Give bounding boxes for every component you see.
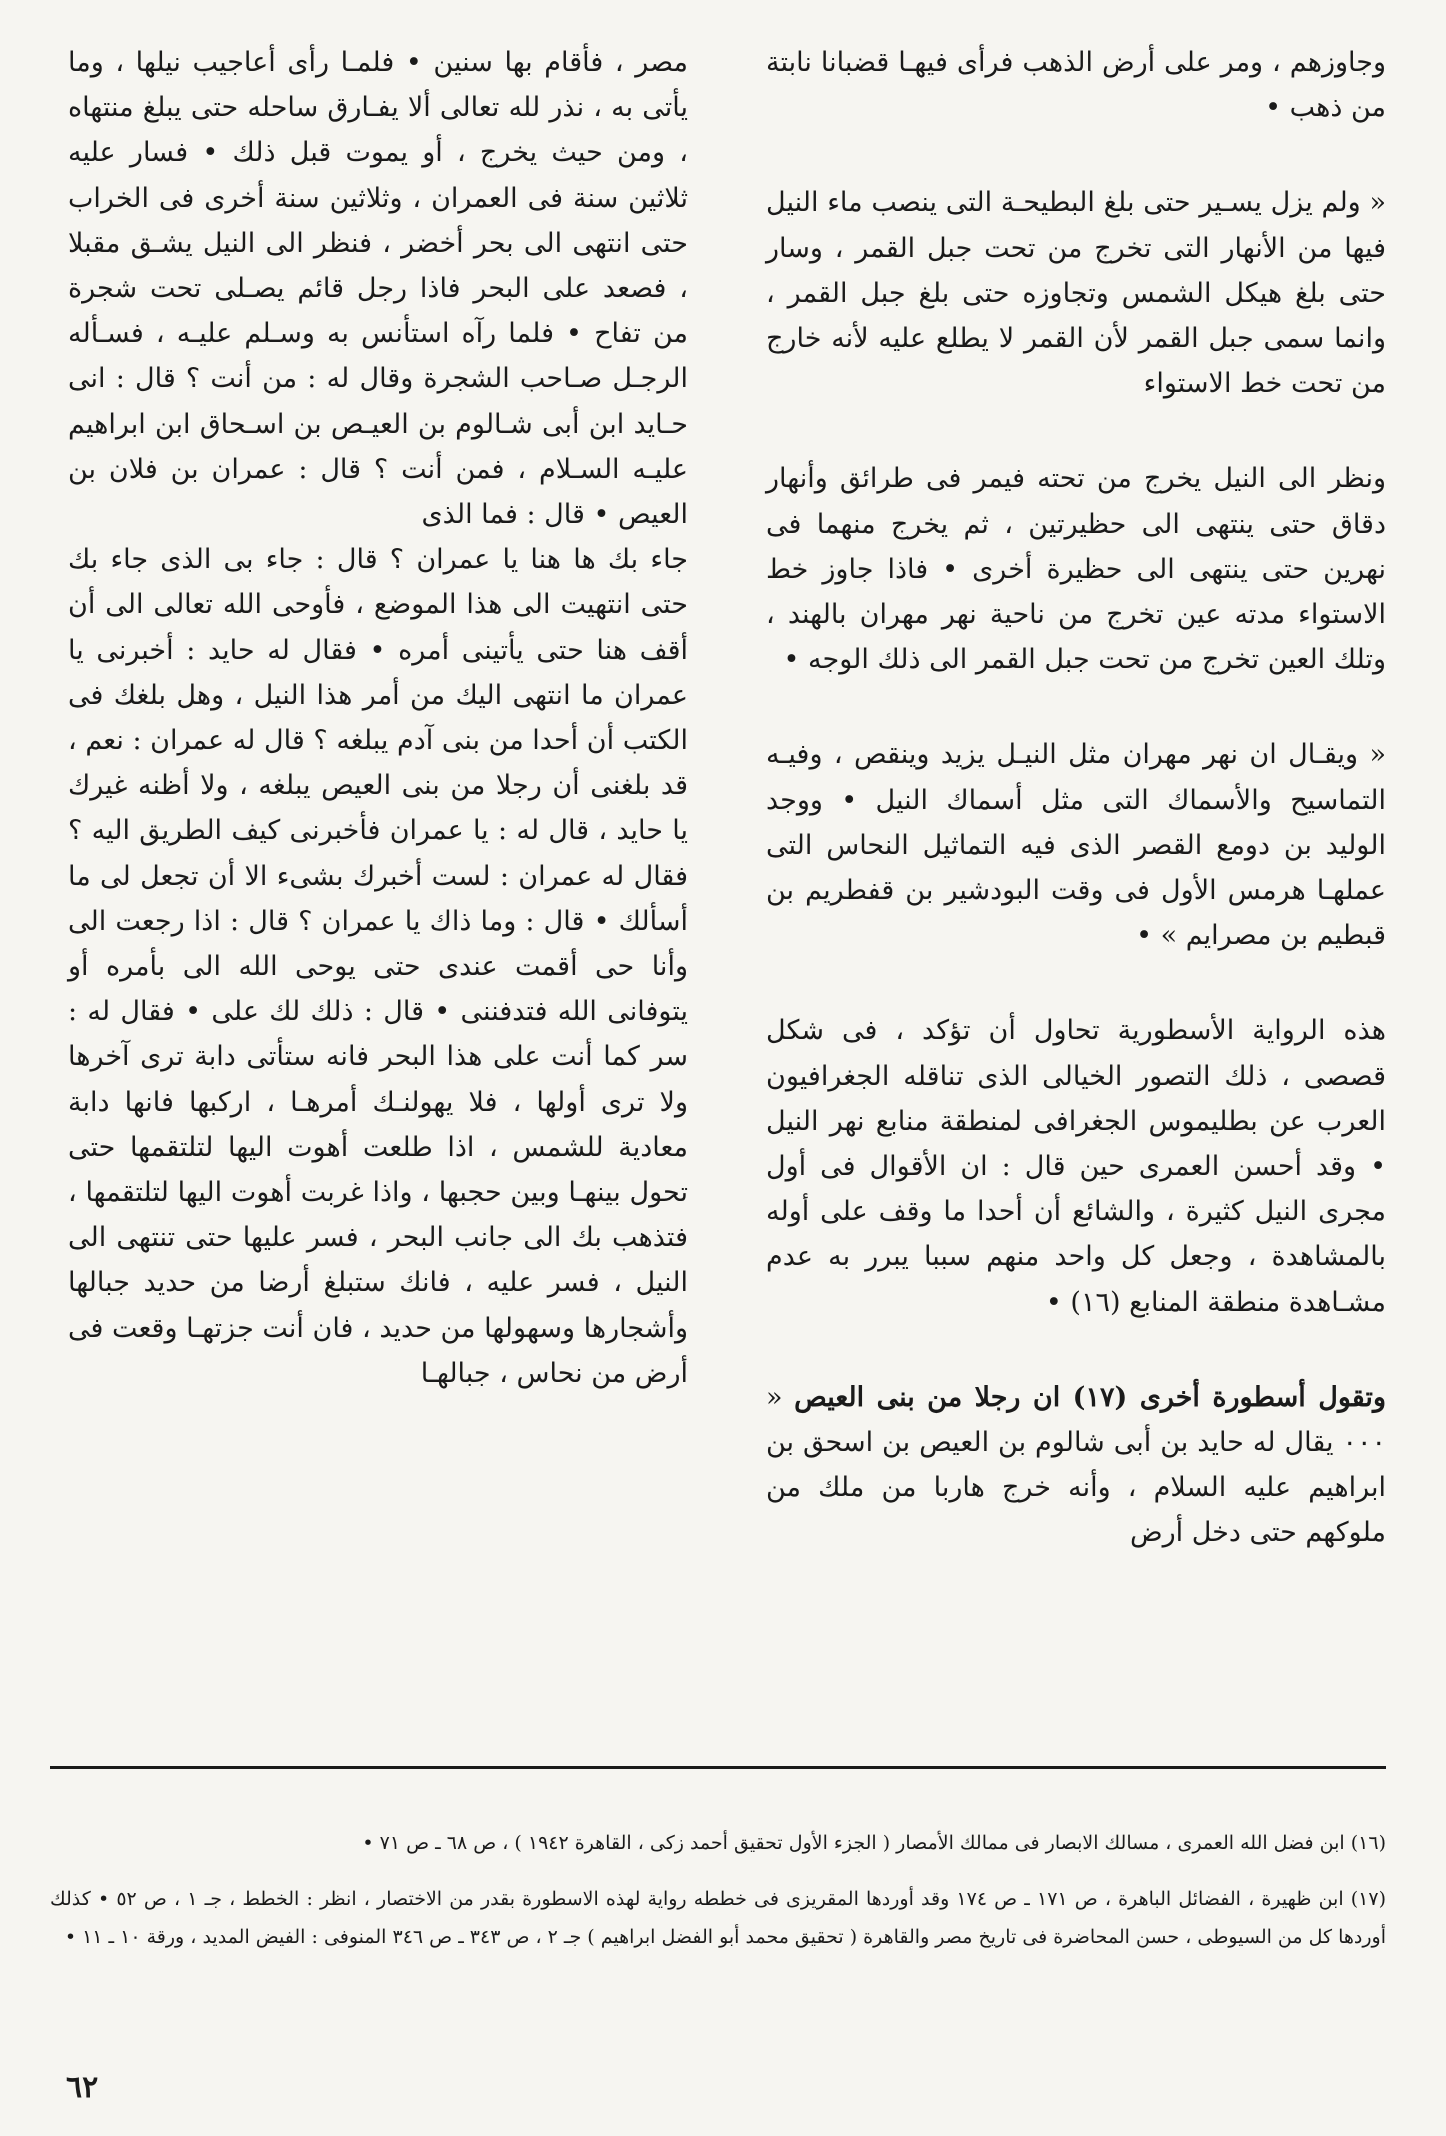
paragraph: وجاوزهم ، ومر على أرض الذهب فرأى فيهـا قضبانا نابتة من ذهب • (766, 47, 1386, 124)
paragraph-text: « ٠٠٠ يقال له حايد بن أبى شالوم بن العيص بن اسحق بن ابراهيم عليه السلام ، وأنه خرج هاربا من ملك من ملوكهم حتى دخل أرض (766, 1381, 1386, 1549)
paragraph: « ويقـال ان نهر مهران مثل النيـل يزيد وينقص ، وفيـه التماسيح والأسماك التى مثل أسماك النيل • ووجد الوليد بن دومع القصر الذى فيه التماثيل النحاس التى عملهـا هرمس الأول فى وقت البودشير بن قفطريم بن قبطيم بن مصرايم » • (766, 739, 1386, 952)
right-text-column (766, 40, 1386, 1556)
left-text-column (68, 40, 688, 1396)
paragraph: مصر ، فأقام بها سنين • فلمـا رأى أعاجيب نيلها ، وما يأتى به ، نذر لله تعالى ألا يفـارق ساحله حتى يبلغ منتهاه ، ومن حيث يخرج ، أو يموت قبل ذلك • فسار عليه ثلاثين سنة فى العمران ، وثلاثين سنة أخرى فى الخراب حتى انتهى الى بحر أخضر ، فنظر الى النيل يشـق مقبلا ، فصعد على البحر فاذا رجل قائم يصـلى تحت شجرة من تفاح • فلما رآه استأنس به وسـلم عليـه ، فسـأله الرجـل صـاحب الشجرة وقال له : من أنت ؟ قال : انى حـايد ابن أبى شـالوم بن العيـص بن اسـحاق ابن ابراهيم عليـه السـلام ، فمن أنت ؟ قال : عمران بن فلان بن العيص • قال : فما الذى (68, 47, 688, 531)
paragraph: جاء بك ها هنا يا عمران ؟ قال : جاء بى الذى جاء بك حتى انتهيت الى هذا الموضع ، فأوحى الله تعالى الى أن أقف هنا حتى يأتينى أمره • فقال له حايد : أخبرنى يا عمران ما انتهى اليك من أمر هذا النيل ، وهل بلغك فى الكتب أن أحدا من بنى آدم يبلغه ؟ قال له عمران : نعم ، قد بلغنى أن رجلا من بنى العيص يبلغه ، ولا أظنه غيرك يا حايد ، قال له : يا عمران فأخبرنى كيف الطريق اليه ؟ فقال له عمران : لست أخبرك بشىء الا أن تجعل لى ما أسألك • قال : وما ذاك يا عمران ؟ قال : اذا رجعت الى وأنا حى أقمت عندى حتى يوحى الله الى بأمره أو يتوفانى الله فتدفننى • قال : ذلك لك على • فقال له : سر كما أنت على هذا البحر فانه ستأتى دابة ترى آخرها ولا ترى أولها ، فلا يهولنـك أمرهـا ، اركبها فانها دابة معادية للشمس ، اذا طلعت أهوت اليها لتلتقمها حتى تحول بينهـا وبين حجبها ، واذا غربت أهوت اليها لتلتقمها ، فتذهب بك الى جانب البحر ، فسر عليها حتى تنتهى الى النيل ، فسر عليه ، فانك ستبلغ أرضا من حديد جبالها وأشجارها وسهولها من حديد ، فان أنت جزتهـا وقعت فى أرض من نحاس ، جبالهـا (68, 544, 688, 1389)
footnote-separator (50, 1766, 1386, 1769)
footnotes (50, 1824, 1386, 1974)
inline-heading: وتقول أسطورة أخرى (١٧) ان رجلا من بنى العيص (794, 1381, 1386, 1413)
paragraph: هذه الرواية الأسطورية تحاول أن تؤكد ، فى شكل قصصى ، ذلك التصور الخيالى الذى تناقله الجغرافيون العرب عن بطليموس الجغرافى لمنطقة منابع نهر النيل • وقد أحسن العمرى حين قال : ان الأقوال فى أول مجرى النيل كثيرة ، والشائع أن أحدا ما وقف على أوله بالمشاهدة ، وجعل كل واحد منهم سببا يبرر به عدم مشـاهدة منطقة المنابع (١٦) • (766, 1015, 1386, 1318)
footnote: (١٦) ابن فضل الله العمرى ، مسالك الابصار فى ممالك الأمصار ( الجزء الأول تحقيق أحمد زكى ، القاهرة ١٩٤٢ ) ، ص ٦٨ ـ ص ٧١ • (362, 1832, 1386, 1854)
footnote: (١٧) ابن ظهيرة ، الفضائل الباهرة ، ص ١٧١ ـ ص ١٧٤ وقد أوردها المقريزى فى خططه رواية لهذه الاسطورة بقدر من الاختصار ، انظر : الخطط ، جـ ١ ، ص ٥٢ • كذلك أوردها كل من السيوطى ، حسن المحاضرة فى تاريخ مصر والقاهرة ( تحقيق محمد أبو الفضل ابراهيم ) جـ ٢ ، ص ٣٤٣ ـ ص ٣٤٦ المنوفى : الفيض المديد ، ورقة ١٠ ـ ١١ • (50, 1888, 1386, 1948)
page-number: ٦٢ (66, 2070, 99, 2105)
paragraph: ونظر الى النيل يخرج من تحته فيمر فى طرائق وأنهار دقاق حتى ينتهى الى حظيرتين ، ثم يخرج منهما فى نهرين حتى ينتهى الى حظيرة أخرى • فاذا جاوز خط الاستواء مدته عين تخرج من ناحية نهر مهران بالهند ، وتلك العين تخرج من تحت جبل القمر الى ذلك الوجه • (766, 463, 1386, 676)
paragraph (766, 1375, 1386, 1556)
paragraph: « ولم يزل يسـير حتى بلغ البطيحـة التى ينصب ماء النيل فيها من الأنهار التى تخرج من تحت جبل القمر ، وسار حتى بلغ هيكل الشمس وتجاوزه حتى بلغ جبل القمر ، وانما سمى جبل القمر لأن القمر لا يطلع عليه لأنه خارج من تحت خط الاستواء (766, 187, 1386, 400)
